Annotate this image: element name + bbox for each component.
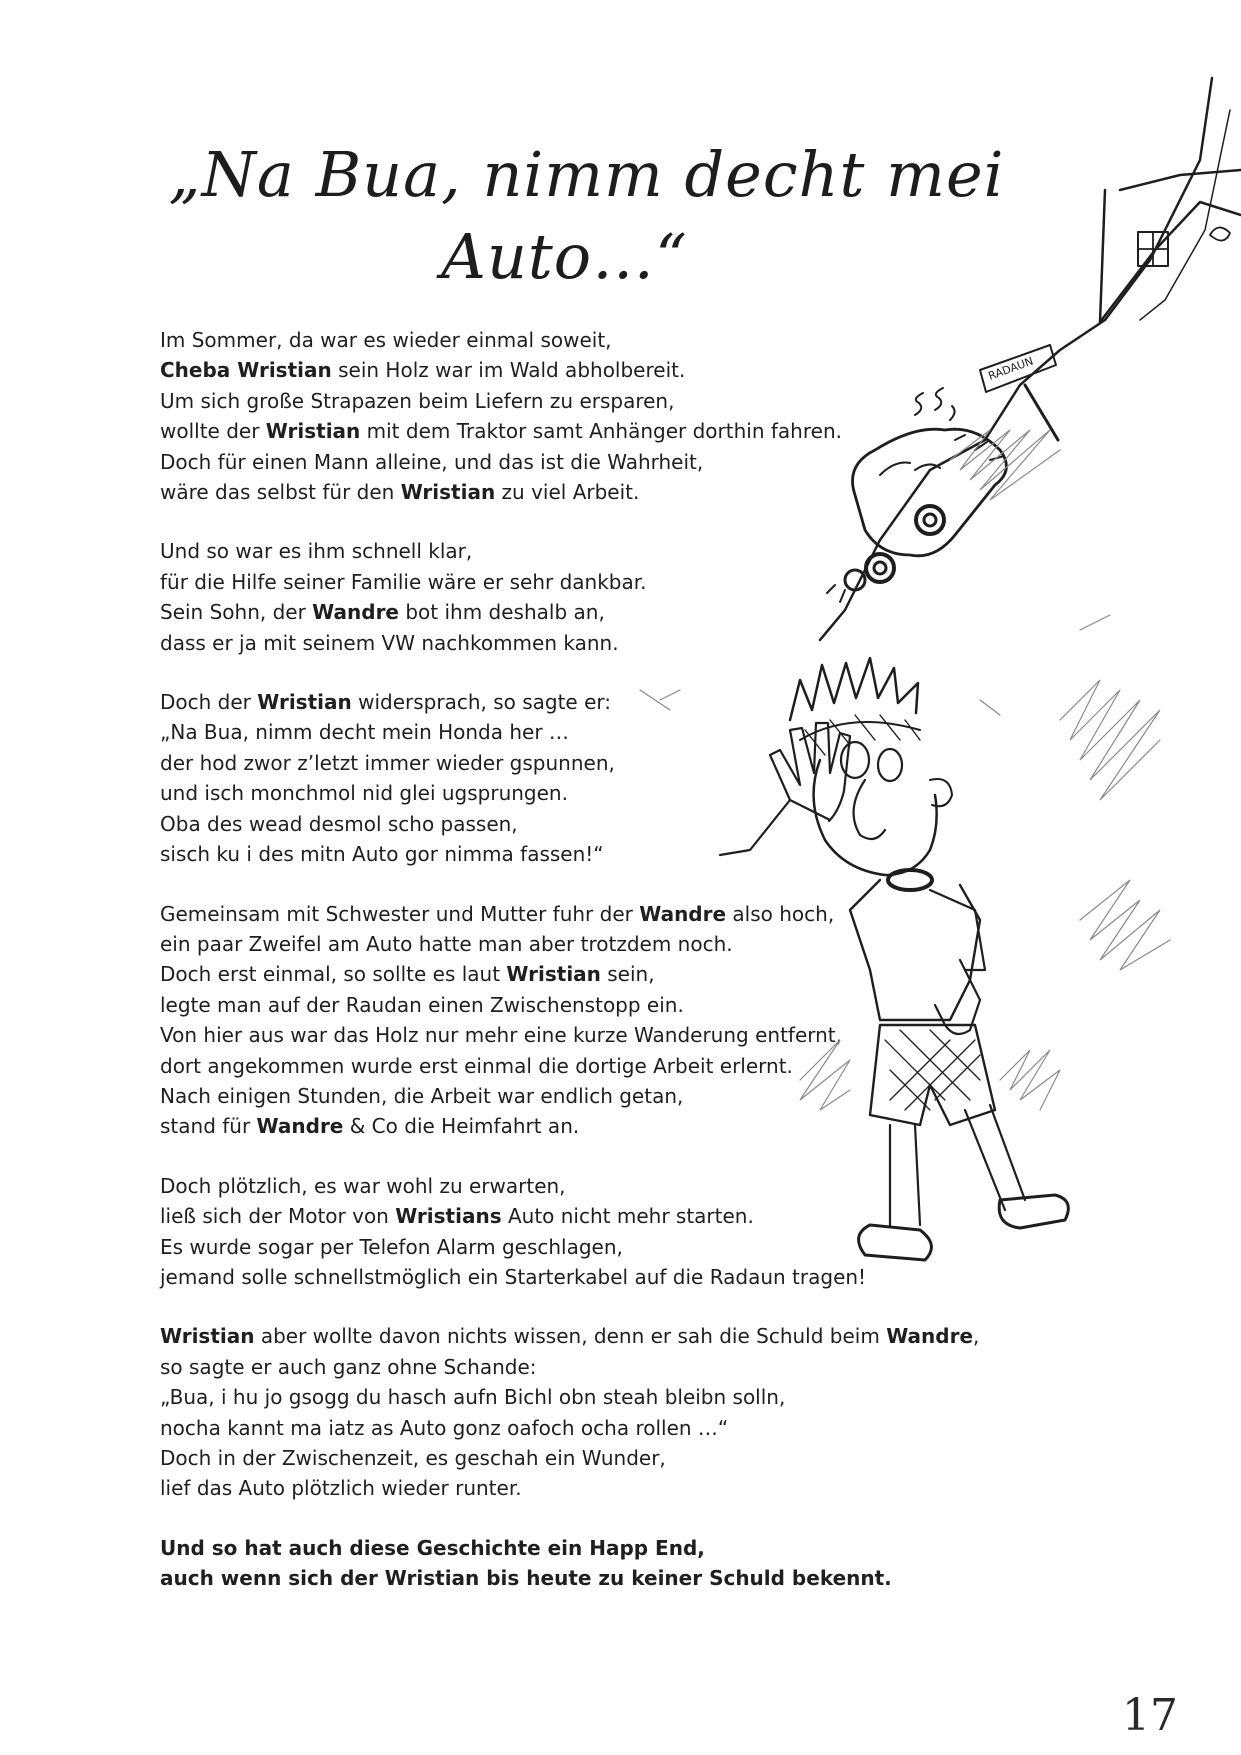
poem-stanzas bbox=[160, 325, 1020, 1504]
highlighted-name: Wristian bbox=[400, 480, 496, 505]
line-text: dort angekommen wurde erst einmal die dortige Arbeit erlernt. bbox=[160, 1053, 793, 1078]
line-text: , bbox=[973, 1324, 980, 1349]
line-text: Sein Sohn, der bbox=[160, 600, 313, 625]
line-text: und isch monchmol nid glei ugsprungen. bbox=[160, 781, 568, 806]
signpost-label: RADAUN bbox=[986, 354, 1036, 383]
highlighted-name: Wristian bbox=[160, 1324, 255, 1349]
page-number: 17 bbox=[1122, 1690, 1178, 1741]
line-text: wäre das selbst für den bbox=[160, 480, 401, 505]
poem-line bbox=[160, 748, 1020, 778]
line-text: ließ sich der Motor von bbox=[160, 1204, 396, 1229]
line-text: dass er ja mit seinem VW nachkommen kann. bbox=[160, 630, 619, 655]
highlighted-name: Wandre bbox=[256, 1114, 344, 1139]
line-text: zu viel Arbeit. bbox=[495, 480, 640, 505]
poem-stanza bbox=[160, 1321, 1020, 1503]
highlighted-name: Wristian bbox=[265, 419, 361, 444]
poem-stanza bbox=[160, 1171, 1020, 1293]
poem-line bbox=[160, 809, 1020, 839]
poem-line bbox=[160, 416, 1020, 446]
highlighted-name: Wristian bbox=[506, 962, 601, 987]
poem-line bbox=[160, 839, 1020, 869]
line-text: sisch ku i des mitn Auto gor nimma fassen!“ bbox=[160, 842, 604, 867]
poem-line bbox=[160, 1020, 1020, 1050]
line-text: & Co die Heimfahrt an. bbox=[343, 1114, 580, 1139]
line-text: „Bua, i hu jo gsogg du hasch aufn Bichl obn steah bleibn solln, bbox=[160, 1385, 786, 1410]
poem-line bbox=[160, 1262, 1020, 1292]
poem-line bbox=[160, 1171, 1020, 1201]
line-text: stand für bbox=[160, 1114, 257, 1139]
poem-line bbox=[160, 899, 1020, 929]
line-text: sein, bbox=[600, 962, 655, 987]
poem-line bbox=[160, 687, 1020, 717]
line-text: Doch der bbox=[160, 690, 258, 715]
poem-stanza bbox=[160, 687, 1020, 869]
line-text: Doch plötzlich, es war wohl zu erwarten, bbox=[160, 1173, 566, 1198]
line-text: nocha kannt ma iatz as Auto gonz oafoch ocha rollen …“ bbox=[160, 1415, 729, 1440]
line-text: „Na Bua, nimm decht mein Honda her … bbox=[160, 720, 569, 745]
line-text: aber wollte davon nichts wissen, denn er sah die Schuld beim bbox=[254, 1324, 887, 1349]
poem-line bbox=[160, 1201, 1020, 1231]
line-text: Oba des wead desmol scho passen, bbox=[160, 811, 518, 836]
line-text: widersprach, so sagte er: bbox=[351, 690, 612, 715]
line-text: wollte der bbox=[160, 419, 266, 444]
poem-line bbox=[160, 1413, 1020, 1443]
line-text: der hod zwor z’letzt immer wieder gspunnen, bbox=[160, 750, 615, 775]
line-text: mit dem Traktor samt Anhänger dorthin fahren. bbox=[360, 419, 842, 444]
poem-line bbox=[160, 1382, 1020, 1412]
highlighted-name: Wandre bbox=[312, 600, 399, 625]
poem-line bbox=[160, 1443, 1020, 1473]
poem-line bbox=[160, 1352, 1020, 1382]
line-text: Um sich große Strapazen beim Liefern zu ersparen, bbox=[160, 388, 675, 413]
highlighted-name: Wristians bbox=[395, 1204, 502, 1229]
poem-line bbox=[160, 1473, 1020, 1503]
poem-line bbox=[160, 1321, 1020, 1351]
poem-stanza bbox=[160, 536, 1020, 658]
highlighted-name: Wristian bbox=[257, 690, 352, 715]
poem-line bbox=[160, 536, 1020, 566]
line-text: Doch in der Zwischenzeit, es geschah ein Wunder, bbox=[160, 1446, 666, 1470]
poem-line bbox=[160, 477, 1020, 507]
poem-line bbox=[160, 778, 1020, 808]
poem-line bbox=[160, 386, 1020, 416]
poem-title-line-2: Auto…“ bbox=[441, 220, 688, 293]
poem-line bbox=[160, 628, 1020, 658]
line-text: sein Holz war im Wald abholbereit. bbox=[331, 358, 686, 383]
poem-line bbox=[160, 1051, 1020, 1081]
line-text: Doch erst einmal, so sollte es laut bbox=[160, 962, 507, 987]
poem-stanza bbox=[160, 899, 1020, 1142]
poem-line bbox=[160, 1081, 1020, 1111]
highlighted-name: Wandre bbox=[639, 901, 727, 926]
line-text: Und so war es ihm schnell klar, bbox=[160, 539, 473, 564]
poem-line bbox=[160, 990, 1020, 1020]
line-text: also hoch, bbox=[726, 901, 835, 926]
poem-line bbox=[160, 355, 1020, 385]
line-text: Nach einigen Stunden, die Arbeit war endlich getan, bbox=[160, 1083, 684, 1108]
final-line-2: auch wenn sich der Wristian bis heute zu keiner Schuld bekennt. bbox=[160, 1566, 892, 1591]
poem-line bbox=[160, 567, 1020, 597]
line-text: bot ihm deshalb an, bbox=[399, 600, 605, 625]
poem-line bbox=[160, 929, 1020, 959]
final-line-1: Und so hat auch diese Geschichte ein Happ End, bbox=[160, 1535, 705, 1560]
poem-line bbox=[160, 1111, 1020, 1141]
line-text: Von hier aus war das Holz nur mehr eine kurze Wanderung entfernt, bbox=[160, 1023, 843, 1048]
poem-line bbox=[160, 959, 1020, 989]
poem-final-stanza bbox=[160, 1533, 1020, 1594]
poem-line bbox=[160, 717, 1020, 747]
highlighted-name: Cheba Wristian bbox=[160, 358, 332, 383]
line-text: Gemeinsam mit Schwester und Mutter fuhr der bbox=[160, 901, 640, 926]
poem-body bbox=[160, 325, 1020, 1623]
line-text: legte man auf der Raudan einen Zwischenstopp ein. bbox=[160, 992, 684, 1017]
line-text: Doch für einen Mann alleine, und das ist die Wahrheit, bbox=[160, 449, 704, 474]
poem-title-line-1: „Na Bua, nimm decht mei bbox=[168, 138, 1005, 211]
line-text: Es wurde sogar per Telefon Alarm geschlagen, bbox=[160, 1234, 623, 1259]
poem-line bbox=[160, 325, 1020, 355]
line-text: so sagte er auch ganz ohne Schande: bbox=[160, 1354, 537, 1379]
poem-stanza bbox=[160, 325, 1020, 507]
poem-line bbox=[160, 597, 1020, 627]
poem-line bbox=[160, 1232, 1020, 1262]
line-text: für die Hilfe seiner Familie wäre er sehr dankbar. bbox=[160, 569, 647, 594]
line-text: Im Sommer, da war es wieder einmal soweit, bbox=[160, 328, 612, 352]
line-text: ein paar Zweifel am Auto hatte man aber trotzdem noch. bbox=[160, 931, 733, 956]
poem-line bbox=[160, 447, 1020, 477]
line-text: jemand solle schnellstmöglich ein Starterkabel auf die Radaun tragen! bbox=[160, 1264, 867, 1289]
line-text: Auto nicht mehr starten. bbox=[501, 1204, 754, 1229]
highlighted-name: Wandre bbox=[886, 1324, 974, 1349]
line-text: lief das Auto plötzlich wieder runter. bbox=[160, 1476, 522, 1501]
